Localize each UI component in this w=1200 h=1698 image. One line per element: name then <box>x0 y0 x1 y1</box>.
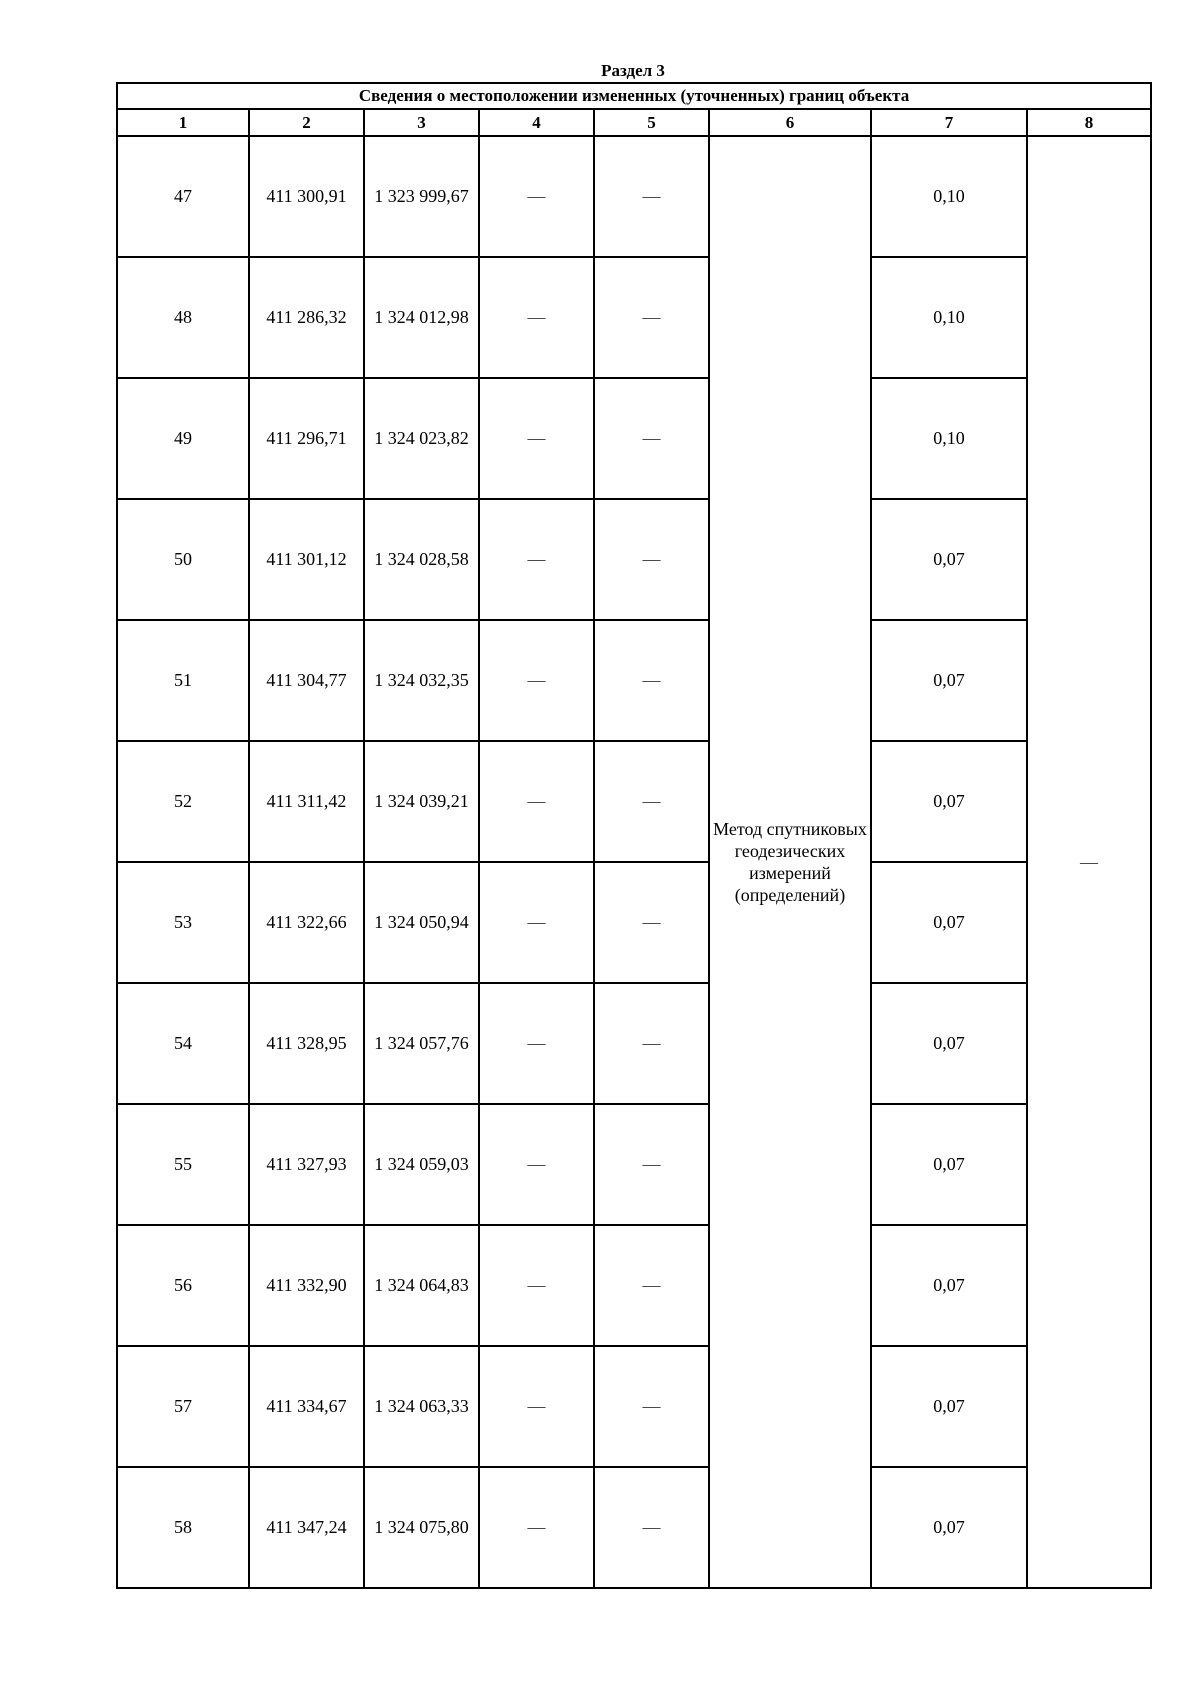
column-4-cell: — <box>479 1225 594 1346</box>
x-coordinate-cell: 411 296,71 <box>249 378 364 499</box>
y-coordinate-cell: 1 324 032,35 <box>364 620 479 741</box>
accuracy-cell: 0,10 <box>871 257 1027 378</box>
column-5-cell: — <box>594 1225 709 1346</box>
accuracy-cell: 0,10 <box>871 378 1027 499</box>
table-row <box>117 378 1151 499</box>
x-coordinate-cell: 411 347,24 <box>249 1467 364 1588</box>
column-number-7: 7 <box>871 109 1027 136</box>
table-row <box>117 1104 1151 1225</box>
method-cell: Метод спутниковых геодезических измерений (определений) <box>709 136 871 1588</box>
x-coordinate-cell: 411 332,90 <box>249 1225 364 1346</box>
x-coordinate-cell: 411 327,93 <box>249 1104 364 1225</box>
column-number-3: 3 <box>364 109 479 136</box>
column-5-cell: — <box>594 983 709 1104</box>
table-row <box>117 257 1151 378</box>
column-4-cell: — <box>479 983 594 1104</box>
column-8-cell: — <box>1027 136 1151 1588</box>
table-row <box>117 741 1151 862</box>
x-coordinate-cell: 411 286,32 <box>249 257 364 378</box>
column-4-cell: — <box>479 378 594 499</box>
column-5-cell: — <box>594 136 709 257</box>
accuracy-cell: 0,07 <box>871 1467 1027 1588</box>
accuracy-cell: 0,07 <box>871 983 1027 1104</box>
point-number-cell: 58 <box>117 1467 249 1588</box>
column-5-cell: — <box>594 257 709 378</box>
column-number-row <box>117 109 1151 136</box>
y-coordinate-cell: 1 324 057,76 <box>364 983 479 1104</box>
column-5-cell: — <box>594 378 709 499</box>
point-number-cell: 48 <box>117 257 249 378</box>
y-coordinate-cell: 1 324 063,33 <box>364 1346 479 1467</box>
column-number-8: 8 <box>1027 109 1151 136</box>
point-number-cell: 52 <box>117 741 249 862</box>
point-number-cell: 53 <box>117 862 249 983</box>
y-coordinate-cell: 1 324 039,21 <box>364 741 479 862</box>
accuracy-cell: 0,07 <box>871 741 1027 862</box>
table-caption: Сведения о местоположении измененных (уточненных) границ объекта <box>117 83 1151 109</box>
column-4-cell: — <box>479 1346 594 1467</box>
accuracy-cell: 0,07 <box>871 499 1027 620</box>
table-row <box>117 862 1151 983</box>
y-coordinate-cell: 1 324 050,94 <box>364 862 479 983</box>
boundary-table <box>116 82 1152 1589</box>
column-4-cell: — <box>479 1104 594 1225</box>
accuracy-cell: 0,07 <box>871 1104 1027 1225</box>
column-5-cell: — <box>594 1346 709 1467</box>
y-coordinate-cell: 1 324 012,98 <box>364 257 479 378</box>
section-title: Раздел 3 <box>601 61 665 80</box>
x-coordinate-cell: 411 301,12 <box>249 499 364 620</box>
table-row <box>117 1346 1151 1467</box>
accuracy-cell: 0,07 <box>871 620 1027 741</box>
column-5-cell: — <box>594 1104 709 1225</box>
column-5-cell: — <box>594 741 709 862</box>
point-number-cell: 50 <box>117 499 249 620</box>
y-coordinate-cell: 1 324 075,80 <box>364 1467 479 1588</box>
point-number-cell: 56 <box>117 1225 249 1346</box>
point-number-cell: 49 <box>117 378 249 499</box>
table-row <box>117 1467 1151 1588</box>
column-4-cell: — <box>479 1467 594 1588</box>
column-4-cell: — <box>479 741 594 862</box>
column-4-cell: — <box>479 257 594 378</box>
point-number-cell: 54 <box>117 983 249 1104</box>
table-row <box>117 983 1151 1104</box>
column-5-cell: — <box>594 1467 709 1588</box>
column-5-cell: — <box>594 499 709 620</box>
point-number-cell: 51 <box>117 620 249 741</box>
x-coordinate-cell: 411 328,95 <box>249 983 364 1104</box>
x-coordinate-cell: 411 311,42 <box>249 741 364 862</box>
point-number-cell: 57 <box>117 1346 249 1467</box>
column-5-cell: — <box>594 862 709 983</box>
y-coordinate-cell: 1 324 059,03 <box>364 1104 479 1225</box>
y-coordinate-cell: 1 323 999,67 <box>364 136 479 257</box>
column-number-5: 5 <box>594 109 709 136</box>
accuracy-cell: 0,07 <box>871 1346 1027 1467</box>
accuracy-cell: 0,10 <box>871 136 1027 257</box>
column-number-2: 2 <box>249 109 364 136</box>
column-number-1: 1 <box>117 109 249 136</box>
table-row <box>117 136 1151 257</box>
y-coordinate-cell: 1 324 023,82 <box>364 378 479 499</box>
x-coordinate-cell: 411 300,91 <box>249 136 364 257</box>
column-5-cell: — <box>594 620 709 741</box>
y-coordinate-cell: 1 324 064,83 <box>364 1225 479 1346</box>
column-4-cell: — <box>479 136 594 257</box>
table-row <box>117 1225 1151 1346</box>
accuracy-cell: 0,07 <box>871 1225 1027 1346</box>
column-number-6: 6 <box>709 109 871 136</box>
column-number-4: 4 <box>479 109 594 136</box>
table-row <box>117 499 1151 620</box>
column-4-cell: — <box>479 862 594 983</box>
x-coordinate-cell: 411 304,77 <box>249 620 364 741</box>
column-4-cell: — <box>479 499 594 620</box>
point-number-cell: 55 <box>117 1104 249 1225</box>
accuracy-cell: 0,07 <box>871 862 1027 983</box>
x-coordinate-cell: 411 334,67 <box>249 1346 364 1467</box>
point-number-cell: 47 <box>117 136 249 257</box>
table-row <box>117 620 1151 741</box>
column-4-cell: — <box>479 620 594 741</box>
x-coordinate-cell: 411 322,66 <box>249 862 364 983</box>
y-coordinate-cell: 1 324 028,58 <box>364 499 479 620</box>
